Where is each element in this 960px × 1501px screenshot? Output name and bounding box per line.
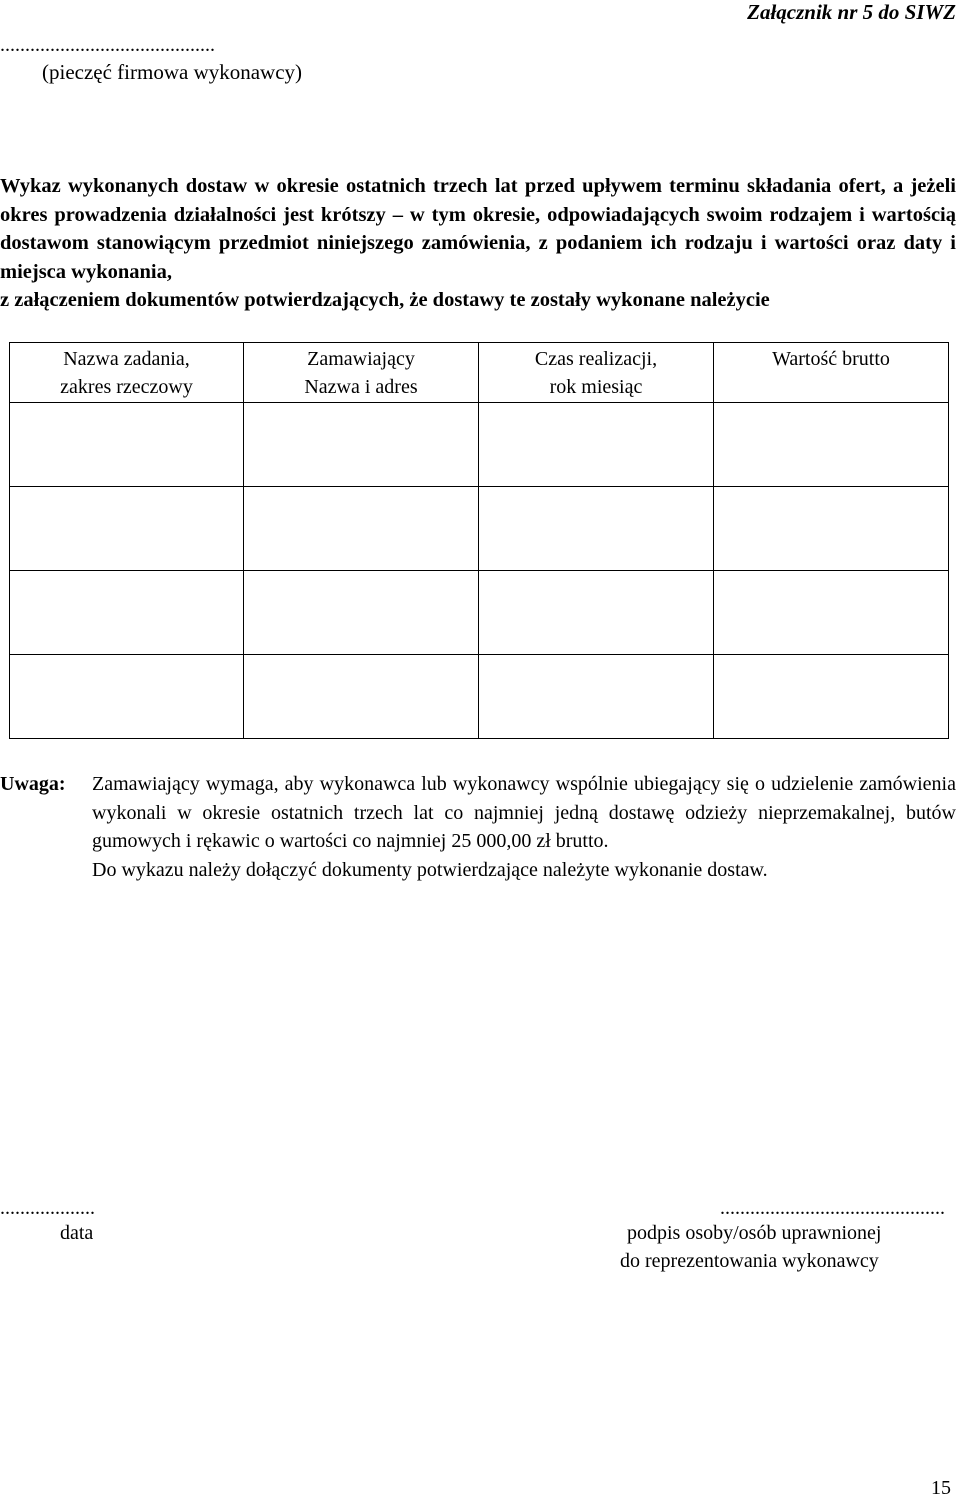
column-header-value: [714, 343, 949, 403]
note-label: Uwaga:: [0, 773, 66, 795]
date-dotted-line: ...................: [0, 1197, 95, 1219]
signature-dotted-line: .............................................: [720, 1197, 945, 1219]
stamp-caption: (pieczęć firmowa wykonawcy): [42, 60, 303, 84]
column-header-task: [10, 343, 244, 403]
column-header-line: Wartość brutto: [772, 348, 890, 370]
column-header-orderer: [244, 343, 479, 403]
column-header-line: Nazwa zadania,: [63, 348, 190, 370]
table-cell[interactable]: [10, 403, 244, 487]
column-header-line: Zamawiający: [307, 348, 415, 370]
table-row: [10, 487, 949, 571]
column-header-line: Czas realizacji,: [534, 348, 658, 370]
table-cell[interactable]: [714, 571, 949, 655]
table-cell[interactable]: [479, 655, 714, 739]
table-cell[interactable]: [479, 403, 714, 487]
date-label: data: [60, 1222, 94, 1244]
table-cell[interactable]: [714, 655, 949, 739]
table-row: [10, 403, 949, 487]
note-paragraph-requirement: Zamawiający wymaga, aby wykonawca lub wykonawcy wspólnie ubiegający się o udzielenie zamówienia wykonali w okresie ostatnich trzech lat co najmniej jedną dostawę odzieży nieprzemakalnej, butów gumowych i rękawic o wartości co najmniej 25 000,00 zł brutto.: [92, 773, 956, 852]
table-cell[interactable]: [244, 571, 479, 655]
page-number: 15: [931, 1477, 951, 1499]
table-cell[interactable]: [10, 487, 244, 571]
table-header-row: [10, 343, 949, 403]
table-cell[interactable]: [479, 571, 714, 655]
note-section: [0, 770, 956, 884]
heading-text-last: z załączeniem dokumentów potwierdzających, że dostawy te zostały wykonane należycie: [0, 289, 770, 311]
column-header-line: Nazwa i adres: [304, 376, 418, 398]
table-row: [10, 655, 949, 739]
table-cell[interactable]: [10, 655, 244, 739]
deliveries-table: [9, 342, 949, 739]
signature-label-continued: do reprezentowania wykonawcy: [620, 1250, 879, 1272]
table-cell[interactable]: [244, 487, 479, 571]
heading-text-main: Wykaz wykonanych dostaw w okresie ostatnich trzech lat przed upływem terminu składania ofert, a jeżeli okres prowadzenia działalności jest krótszy – w tym okresie, odpowiadających swoim rodzajem i wartością dostawom stanowiącym przedmiot niniejszego zamówienia, z podaniem ich rodzaju i wartości oraz daty i miejsca wykonania,: [0, 175, 956, 283]
note-paragraph-documents: Do wykazu należy dołączyć dokumenty potwierdzające należyte wykonanie dostaw.: [92, 858, 768, 881]
table-cell[interactable]: [714, 487, 949, 571]
stamp-dotted-line: ...........................................: [0, 34, 215, 56]
table-cell[interactable]: [479, 487, 714, 571]
column-header-line: rok miesiąc: [549, 376, 643, 398]
column-header-time: [479, 343, 714, 403]
attachment-label: Załącznik nr 5 do SIWZ: [747, 0, 956, 24]
table-row: [10, 571, 949, 655]
table-cell[interactable]: [714, 403, 949, 487]
table-cell[interactable]: [10, 571, 244, 655]
document-heading: [0, 172, 956, 315]
column-header-line: zakres rzeczowy: [60, 376, 193, 398]
table-cell[interactable]: [244, 403, 479, 487]
table-cell[interactable]: [244, 655, 479, 739]
signature-label: podpis osoby/osób uprawnionej: [627, 1222, 882, 1244]
